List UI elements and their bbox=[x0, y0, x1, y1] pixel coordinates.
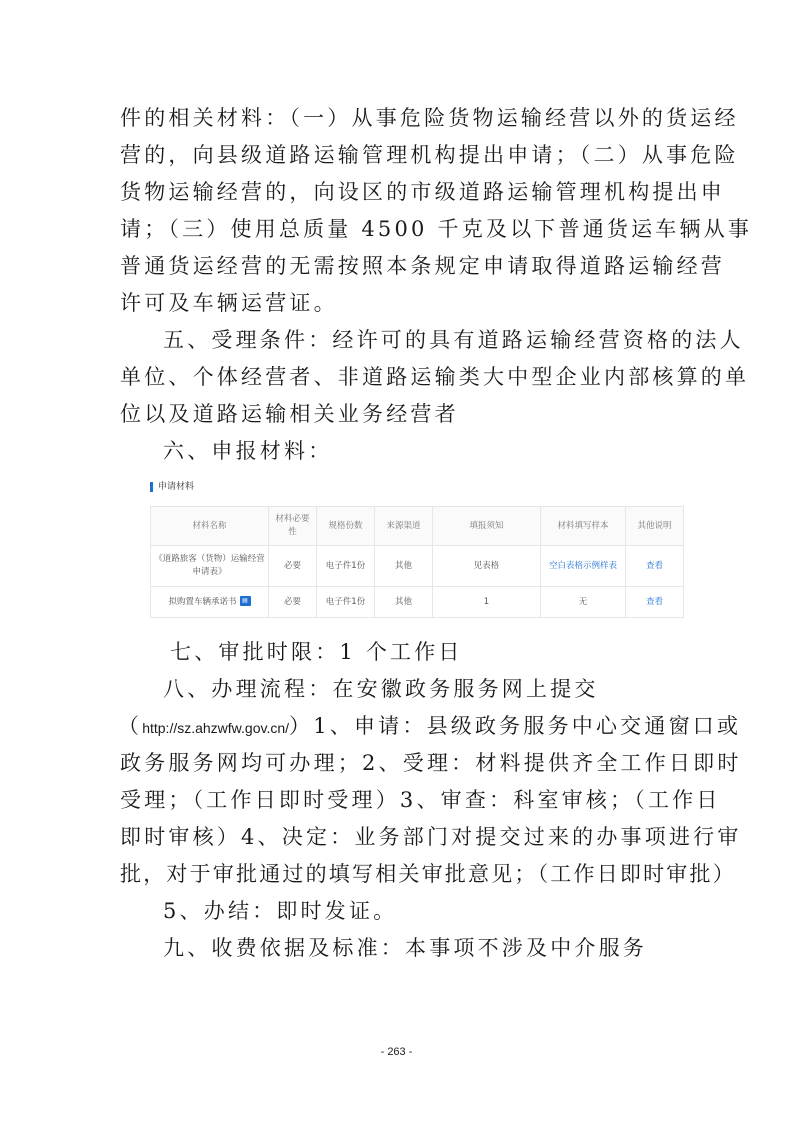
paragraph-line: 货物运输经营的，向设区的市级道路运输管理机构提出申 bbox=[120, 180, 725, 204]
header-cell: 材料必要性 bbox=[269, 507, 317, 546]
material-source: 其他 bbox=[375, 546, 433, 587]
paragraph-line bbox=[118, 711, 741, 743]
material-name: 《道路旅客（货物）运输经营申请表》 bbox=[151, 546, 269, 587]
table-header-row bbox=[151, 507, 684, 546]
page-number: - 263 - bbox=[380, 1046, 413, 1058]
material-required: 必要 bbox=[269, 546, 317, 587]
paragraph-line: 即时审核）4、决定：业务部门对提交过来的办事项进行审 bbox=[120, 825, 742, 849]
material-notes: 1 bbox=[433, 587, 541, 618]
section-heading-acceptance: 五、受理条件：经许可的具有道路运输经营资格的法人 bbox=[163, 328, 744, 352]
table-row bbox=[151, 587, 684, 618]
sample-link[interactable]: 空白表格示例样表 bbox=[541, 546, 626, 587]
view-link[interactable]: 查看 bbox=[626, 587, 684, 618]
paragraph-line: 受理；（工作日即时受理）3、审查：科室审核；（工作日 bbox=[120, 788, 721, 812]
material-spec: 电子件1份 bbox=[317, 546, 375, 587]
material-name-cell bbox=[151, 587, 269, 618]
table-row bbox=[151, 546, 684, 587]
section-heading-process: 八、办理流程：在安徽政务服务网上提交 bbox=[163, 677, 599, 701]
paragraph-line: 请；（三）使用总质量 4500 千克及以下普通货运车辆从事 bbox=[120, 217, 753, 241]
paragraph-line: 单位、个体经营者、非道路运输类大中型企业内部核算的单 bbox=[120, 365, 750, 389]
section-heading-fees: 九、收费依据及标准：本事项不涉及中介服务 bbox=[163, 936, 647, 960]
paragraph-line: 普通货运经营的无需按照本条规定申请取得道路运输经营 bbox=[120, 254, 725, 278]
section-heading-materials: 六、申报材料： bbox=[163, 439, 333, 463]
material-source: 其他 bbox=[375, 587, 433, 618]
header-cell: 其他说明 bbox=[626, 507, 684, 546]
header-cell: 材料名称 bbox=[151, 507, 269, 546]
paragraph-line: 政务服务网均可办理；2、受理：材料提供齐全工作日即时 bbox=[120, 751, 742, 775]
paragraph-text: ）1、申请：县级政务服务中心交通窗口或 bbox=[289, 714, 742, 738]
header-cell: 来源渠道 bbox=[375, 507, 433, 546]
pdf-icon[interactable]: ▤ bbox=[240, 596, 251, 606]
materials-table bbox=[150, 506, 684, 618]
paragraph-line: 许可及车辆运营证。 bbox=[120, 291, 338, 315]
paragraph-line: 件的相关材料：（一）从事危险货物运输经营以外的货运经 bbox=[120, 106, 739, 130]
header-cell: 规格份数 bbox=[317, 507, 375, 546]
material-sample: 无 bbox=[541, 587, 626, 618]
header-cell: 材料填写样本 bbox=[541, 507, 626, 546]
paragraph-line: 批，对于审批通过的填写相关审批意见；（工作日即时审批） bbox=[120, 862, 736, 886]
material-name: 拟购置车辆承诺书 bbox=[168, 596, 237, 607]
material-spec: 电子件1份 bbox=[317, 587, 375, 618]
paragraph-line: 位以及道路运输相关业务经营者 bbox=[120, 402, 459, 426]
material-notes: 见表格 bbox=[433, 546, 541, 587]
paren-open: （ bbox=[118, 714, 143, 738]
header-cell: 填报须知 bbox=[433, 507, 541, 546]
view-link[interactable]: 查看 bbox=[626, 546, 684, 587]
materials-title: 申请材料 bbox=[150, 480, 194, 494]
material-required: 必要 bbox=[269, 587, 317, 618]
paragraph-line: 营的，向县级道路运输管理机构提出申请；（二）从事危险 bbox=[120, 143, 739, 167]
materials-screenshot bbox=[150, 478, 683, 623]
paragraph-line: 5、办结：即时发证。 bbox=[163, 899, 398, 923]
section-heading-time-limit: 七、审批时限：1 个工作日 bbox=[170, 640, 463, 664]
service-url-link[interactable]: http://sz.ahzwfw.gov.cn/ bbox=[142, 720, 290, 736]
